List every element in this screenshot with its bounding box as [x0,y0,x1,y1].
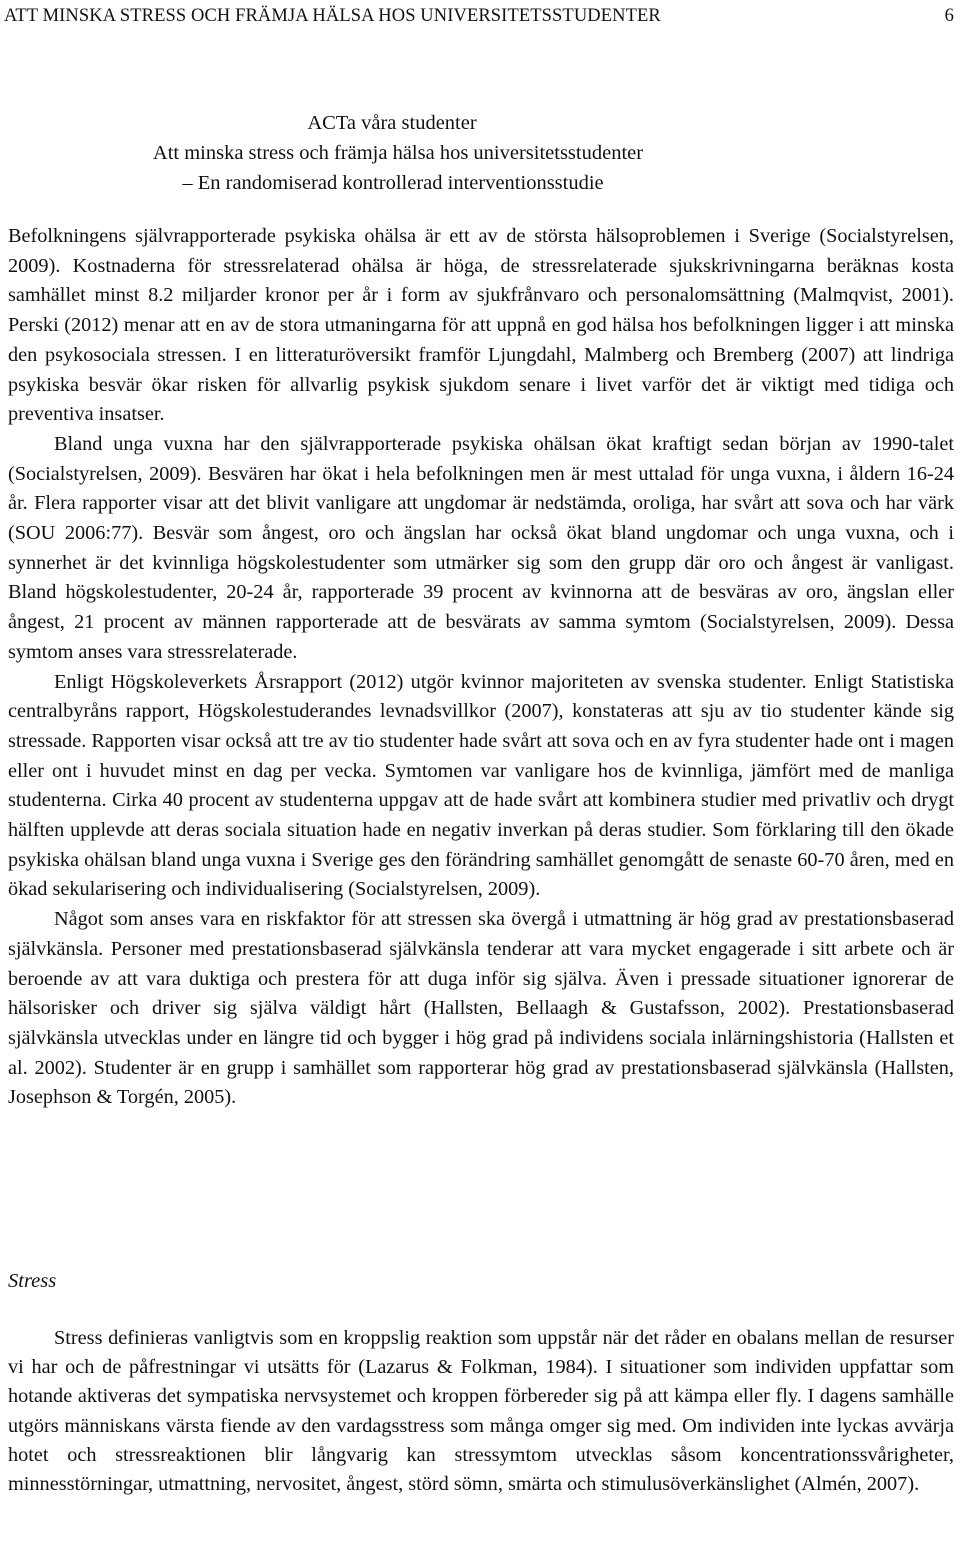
page-number: 6 [944,6,954,26]
paragraph: Stress definieras vanligtvis som en kroppslig reaktion som uppstår när det råder en obalans mellan de resurser vi har och de påfrestningar vi utsätts för (Lazarus & Folkman, 1984). I situationer som individen uppfattar som hotande aktiveras det sympatiska nervsystemet och kroppen förbereder sig på att kämpa eller fly. I dagens samhälle utgörs människans värsta fiende av den vardagsstress som många omger sig med. Om individen inte lyckas avvärja hotet och stressreaktionen blir långvarig kan stressymtom utvecklas såsom koncentrationssvårigheter, minnesstörningar, utmattning, nervositet, ångest, störd sömn, smärta och stimulusöverkänslighet (Almén, 2007). [8,1327,954,1496]
title-line-2: Att minska stress och främja hälsa hos universitetsstudenter [152,142,644,164]
section-heading: Stress [8,1270,57,1292]
section-body-text [8,1324,954,1499]
title-line-1: ACTa våra studenter [307,112,477,134]
paragraph: Enligt Högskoleverkets Årsrapport (2012) utgör kvinnor majoriteten av svenska studenter. Enligt Statistiska centralbyråns rapport, Högskolestuderandes levnadsvillkor (2007), konstateras att sju av tio studenter kände sig stressade. Rapporten visar också att tre av tio studenter hade svårt att sova och en av fyra studenter hade ont i magen eller ont i huvudet minst en dag per vecka. Symtomen var vanligare hos de kvinnliga, jämfört med de manliga studenterna. Cirka 40 procent av studenterna uppgav att de hade svårt att kombinera studier med privatliv och drygt hälften upplevde att deras sociala situation hade en negativ inverkan på deras studier. Som förklaring till den ökade psykiska ohälsan bland unga vuxna i Sverige ges den förändring samhället genomgått de senaste 60-70 åren, med en ökad sekularisering och individualisering (Socialstyrelsen, 2009). [8,670,954,901]
paragraph: Befolkningens självrapporterade psykiska ohälsa är ett av de största hälsoproblemen i Sverige (Socialstyrelsen, 2009). Kostnaderna för stressrelaterad ohälsa är höga, de stressrelaterade sjukskrivningarna beräknas kosta samhället minst 8.2 miljarder kronor per år i form av sjukfrånvaro och personalomsättning (Malmqvist, 2001). Perski (2012) menar att en av de stora utmaningarna för att uppnå en god hälsa hos befolkningen ligger i att minska den psykosociala stressen. I en litteraturöversikt framför Ljungdahl, Malmberg och Bremberg (2007) att lindriga psykiska besvär ökar risken för allvarlig psykisk sjukdom senare i livet varför det är viktigt med tidiga och preventiva insatser. [8,225,954,426]
body-text [8,222,954,1113]
title-block [0,108,784,198]
running-title: ATT MINSKA STRESS OCH FRÄMJA HÄLSA HOS UNIVERSITETSSTUDENTER [4,6,661,26]
paragraph: Bland unga vuxna har den självrapporterade psykiska ohälsan ökat kraftigt sedan början av 1990-talet (Socialstyrelsen, 2009). Besvären har ökat i hela befolkningen men är mest uttalad för unga vuxna, i åldern 16-24 år. Flera rapporter visar att det blivit vanligare att ungdomar är nedstämda, oroliga, har svårt att sova och har värk (SOU 2006:77). Besvär som ångest, oro och ängslan har också ökat bland ungdomar och unga vuxna, och i synnerhet är det kvinnliga högskolestudenter som utmärker sig som den grupp där oro och ångest är vanligast. Bland högskolestudenter, 20-24 år, rapporterade 39 procent av kvinnorna att de besväras av oro, ängslan eller ångest, 21 procent av männen rapporterade att de besvärats av samma symtom (Socialstyrelsen, 2009). Dessa symtom anses vara stressrelaterade. [8,432,954,663]
title-line-3: – En randomiserad kontrollerad interventionsstudie [182,172,604,194]
running-header [4,4,954,28]
paragraph: Något som anses vara en riskfaktor för att stressen ska övergå i utmattning är hög grad av prestationsbaserad självkänsla. Personer med prestationsbaserad självkänsla tenderar att vara mycket engagerade i sitt arbete och är beroende av att vara duktiga och prestera för att duga inför sig själva. Även i pressade situationer ignorerar de hälsorisker och driver sig själva väldigt hårt (Hallsten, Bellaagh & Gustafsson, 2002). Prestationsbaserad självkänsla utvecklas under en längre tid och bygger i hög grad på individens sociala inlärningshistoria (Hallsten et al. 2002). Studenter är en grupp i samhället som rapporterar hög grad av prestationsbaserad självkänsla (Hallsten, Josephson & Torgén, 2005). [8,908,954,1109]
